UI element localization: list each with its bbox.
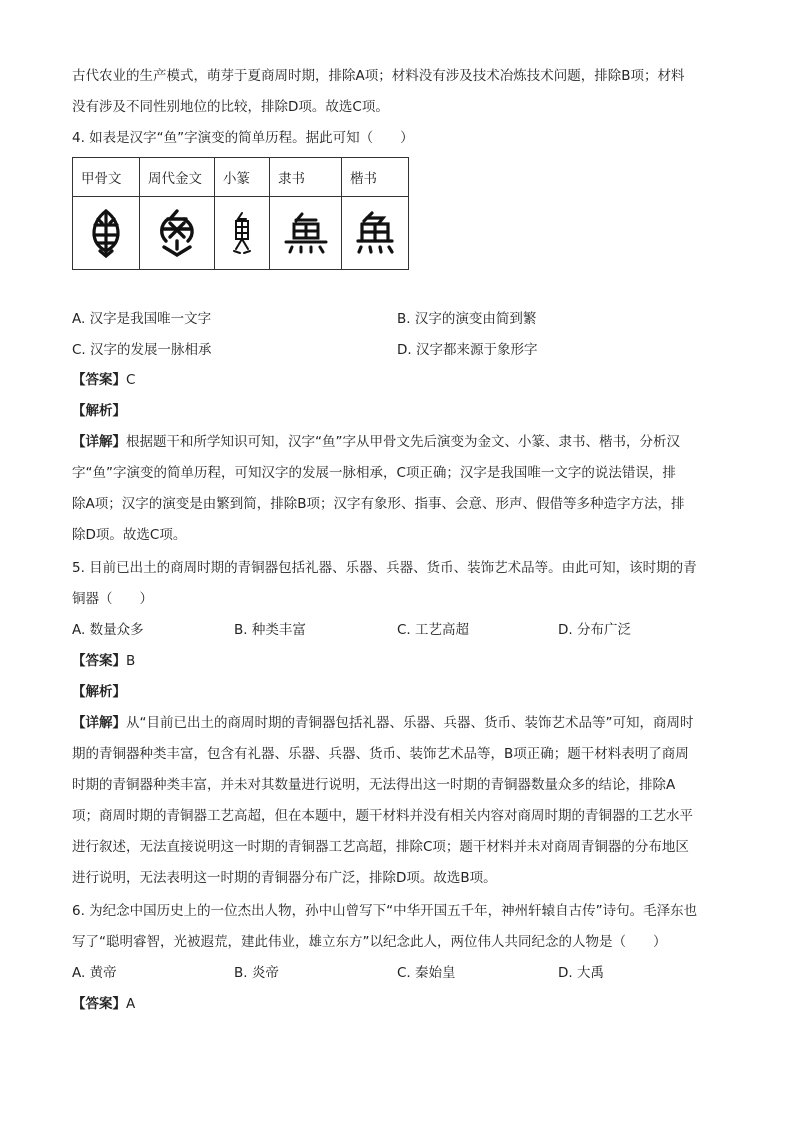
q5-answer bbox=[72, 651, 135, 671]
q5-detail-line: 项；商周时期的青铜器工艺高超，但在本题中，题干材料并没有相关内容对商周时期的青铜器的工艺水平 bbox=[72, 808, 693, 824]
question-4-stem: 4. 如表是汉字“鱼”字演变的简单历程。据此可知（ ） bbox=[72, 130, 414, 146]
detail-text: 根据题干和所学知识可知，汉字“鱼”字从甲骨文先后演变为金文、小篆、隶书、楷书，分析汉 bbox=[126, 434, 680, 450]
q5-detail-line: 时期的青铜器种类丰富，并未对其数量进行说明，无法得出这一时期的青铜器数量众多的结论，排除A bbox=[72, 777, 676, 793]
question-6-stem: 6. 为纪念中国历史上的一位杰出人物，孙中山曾写下“中华开国五千年，神州轩辕自古传”诗句。毛泽东也 bbox=[72, 903, 698, 919]
q5-detail-line: 进行叙述，无法直接说明这一时期的青铜器工艺高超，排除C项；题干材料并未对商周青铜器的分布地区 bbox=[72, 839, 689, 855]
question-5-stem: 铜器（ ） bbox=[72, 591, 153, 607]
fish-character-evolution-table bbox=[72, 157, 409, 270]
oracle-bone-fish-icon bbox=[73, 197, 140, 270]
q4-detail-line: 除D项。故选C项。 bbox=[72, 527, 187, 543]
table-header-clerical: 隶书 bbox=[270, 158, 342, 197]
answer-tag: 【答案】 bbox=[72, 996, 126, 1012]
q4-analysis-tag bbox=[72, 401, 126, 421]
q4-option-a: A. 汉字是我国唯一文字 bbox=[72, 311, 212, 327]
intro-line: 古代农业的生产模式，萌芽于夏商周时期，排除A项；材料没有涉及技术冶炼技术问题，排除B项；材料 bbox=[72, 68, 685, 84]
intro-line: 没有涉及不同性别地位的比较，排除D项。故选C项。 bbox=[72, 99, 389, 115]
q5-option-c: C. 工艺高超 bbox=[397, 622, 470, 638]
q4-option-b: B. 汉字的演变由简到繁 bbox=[397, 311, 537, 327]
q6-answer bbox=[72, 994, 135, 1014]
seal-fish-icon bbox=[215, 197, 270, 270]
analysis-tag: 【解析】 bbox=[72, 403, 126, 419]
q5-option-d: D. 分布广泛 bbox=[558, 622, 631, 638]
q4-answer bbox=[72, 370, 135, 390]
answer-value: A bbox=[126, 996, 136, 1012]
q4-detail-line bbox=[72, 432, 680, 452]
q4-option-c: C. 汉字的发展一脉相承 bbox=[72, 342, 212, 358]
q5-detail-line bbox=[72, 713, 694, 733]
q6-option-c: C. 秦始皇 bbox=[397, 965, 456, 981]
detail-tag: 【详解】 bbox=[72, 434, 126, 450]
analysis-tag: 【解析】 bbox=[72, 684, 126, 700]
regular-fish-icon bbox=[342, 197, 409, 270]
q4-detail-line: 字“鱼”字演变的简单历程，可知汉字的发展一脉相承，C项正确；汉字是我国唯一文字的说法错误，排 bbox=[72, 465, 676, 481]
answer-tag: 【答案】 bbox=[72, 653, 126, 669]
answer-value: C bbox=[126, 372, 136, 388]
question-5-stem: 5. 目前已出土的商周时期的青铜器包括礼器、乐器、兵器、货币、装饰艺术品等。由此可知，该时期的青 bbox=[72, 560, 697, 576]
clerical-fish-icon bbox=[270, 197, 342, 270]
q6-option-b: B. 炎帝 bbox=[234, 965, 279, 981]
q5-option-a: A. 数量众多 bbox=[72, 622, 144, 638]
q5-detail-line: 进行说明，无法表明这一时期的青铜器分布广泛，排除D项。故选B项。 bbox=[72, 870, 497, 886]
answer-tag: 【答案】 bbox=[72, 372, 126, 388]
table-header-seal: 小篆 bbox=[215, 158, 270, 197]
detail-text: 从“目前已出土的商周时期的青铜器包括礼器、乐器、兵器、货币、装饰艺术品等”可知，商周时 bbox=[126, 715, 694, 731]
question-6-stem: 写了“聪明睿智，光被遐荒，建此伟业，雄立东方”以纪念此人，两位伟人共同纪念的人物是（ ） bbox=[72, 934, 667, 950]
q6-option-a: A. 黄帝 bbox=[72, 965, 117, 981]
table-header-regular: 楷书 bbox=[342, 158, 409, 197]
answer-value: B bbox=[126, 653, 136, 669]
q4-option-d: D. 汉字都来源于象形字 bbox=[397, 342, 538, 358]
q5-detail-line: 期的青铜器种类丰富，包含有礼器、乐器、兵器、货币、装饰艺术品等，B项正确；题干材料表明了商周 bbox=[72, 746, 689, 762]
q5-option-b: B. 种类丰富 bbox=[234, 622, 306, 638]
table-header-oracle: 甲骨文 bbox=[73, 158, 140, 197]
detail-tag: 【详解】 bbox=[72, 715, 126, 731]
table-header-bronze: 周代金文 bbox=[140, 158, 215, 197]
q4-detail-line: 除A项；汉字的演变是由繁到简，排除B项；汉字有象形、指事、会意、形声、假借等多种造字方法，排 bbox=[72, 496, 685, 512]
q5-analysis-tag bbox=[72, 682, 126, 702]
q6-option-d: D. 大禹 bbox=[558, 965, 604, 981]
bronze-fish-icon bbox=[140, 197, 215, 270]
